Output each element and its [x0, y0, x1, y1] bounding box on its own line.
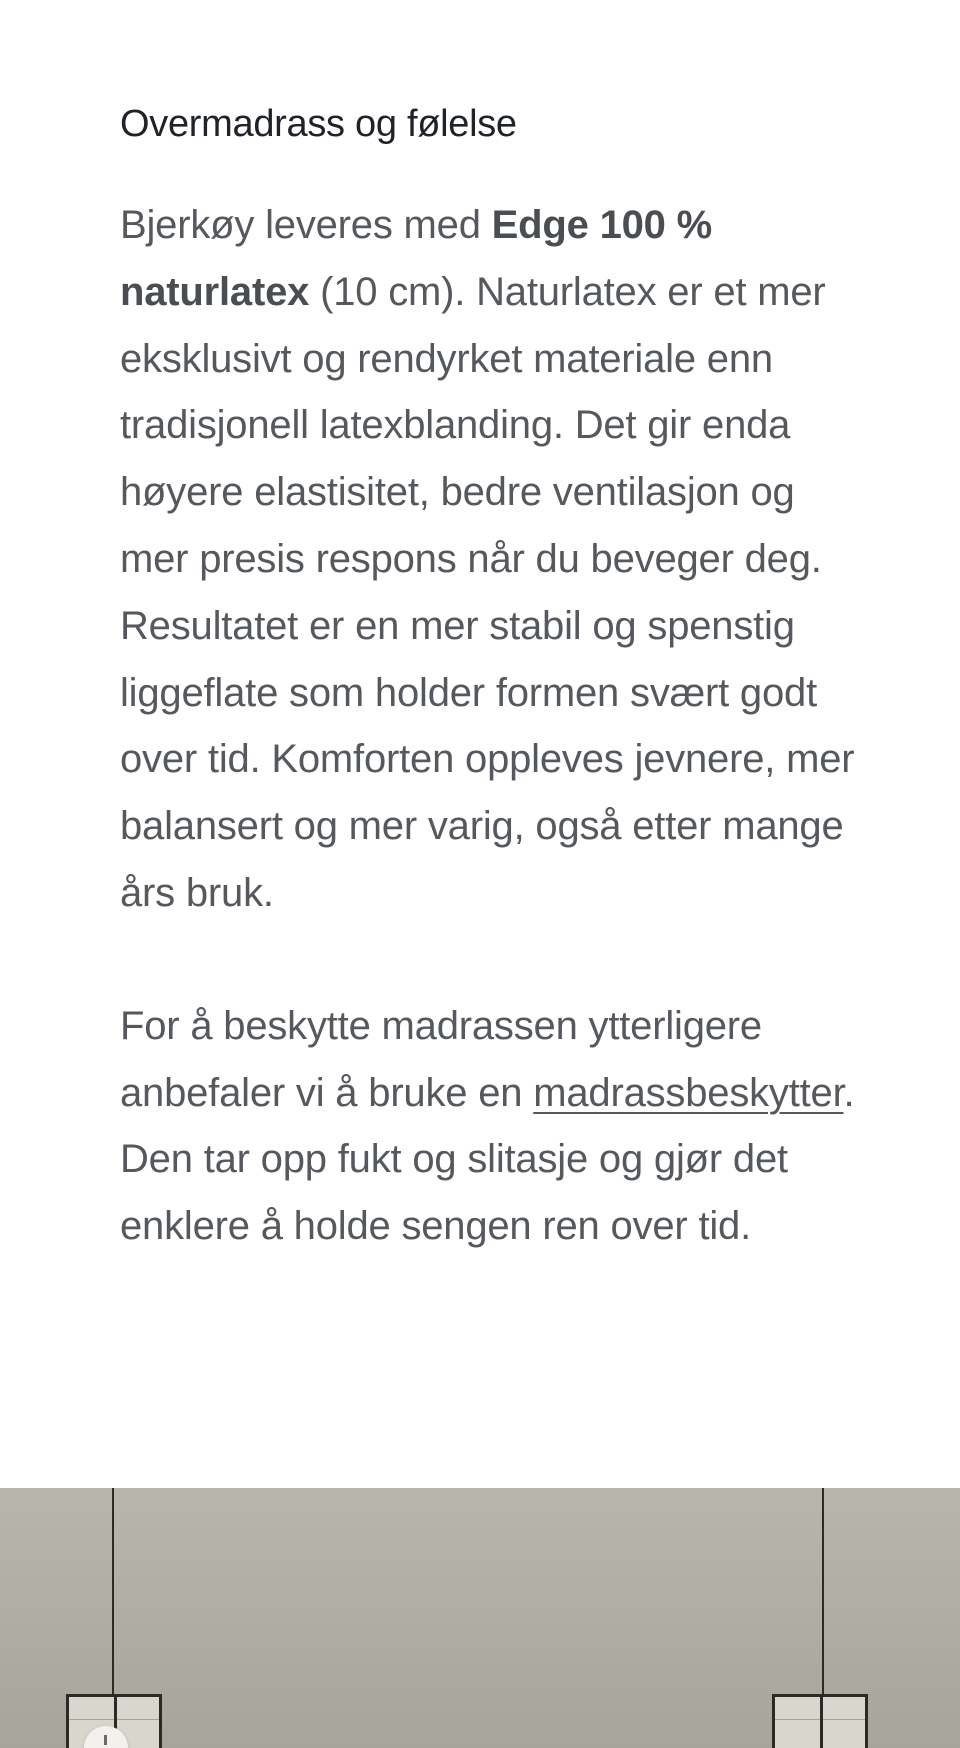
- bedroom-hero-image: [0, 1488, 960, 1748]
- paragraph1-suffix: (10 cm). Naturlatex er et mer eksklusivt og rendyrket materiale enn tradisjonell latexblanding. Det gir enda høyere elastisitet, bedre ventilasjon og mer presis respons når du beveger deg. Resultatet er en mer stabil og spenstig liggeflate som holder formen svært godt over tid. Komforten oppleves jevnere, mer balansert og mer varig, også etter mange års bruk.: [120, 269, 855, 915]
- paragraph2-prefix: For å beskytte madrassen ytterligere anbefaler vi å bruke en: [120, 1003, 762, 1115]
- section-heading: Overmadrass og følelse: [120, 103, 517, 145]
- latex-description-paragraph: [120, 192, 860, 927]
- product-description: [120, 96, 860, 1260]
- lamp-cord-right: [822, 1488, 824, 1696]
- paragraph1-prefix: Bjerkøy leveres med: [120, 203, 492, 247]
- protector-recommendation-paragraph: [120, 993, 860, 1260]
- mattress-protector-link[interactable]: madrassbeskytter: [533, 1070, 844, 1115]
- paragraph2-suffix: . Den tar opp fukt og slitasje og gjør det enklere å holde sengen ren over tid.: [120, 1070, 855, 1249]
- lamp-cord-left: [112, 1488, 114, 1696]
- latex-product-name: Edge 100 % naturlatex: [120, 203, 712, 314]
- arrow-icon: [104, 1735, 107, 1745]
- pendant-lamp-right: [772, 1694, 868, 1748]
